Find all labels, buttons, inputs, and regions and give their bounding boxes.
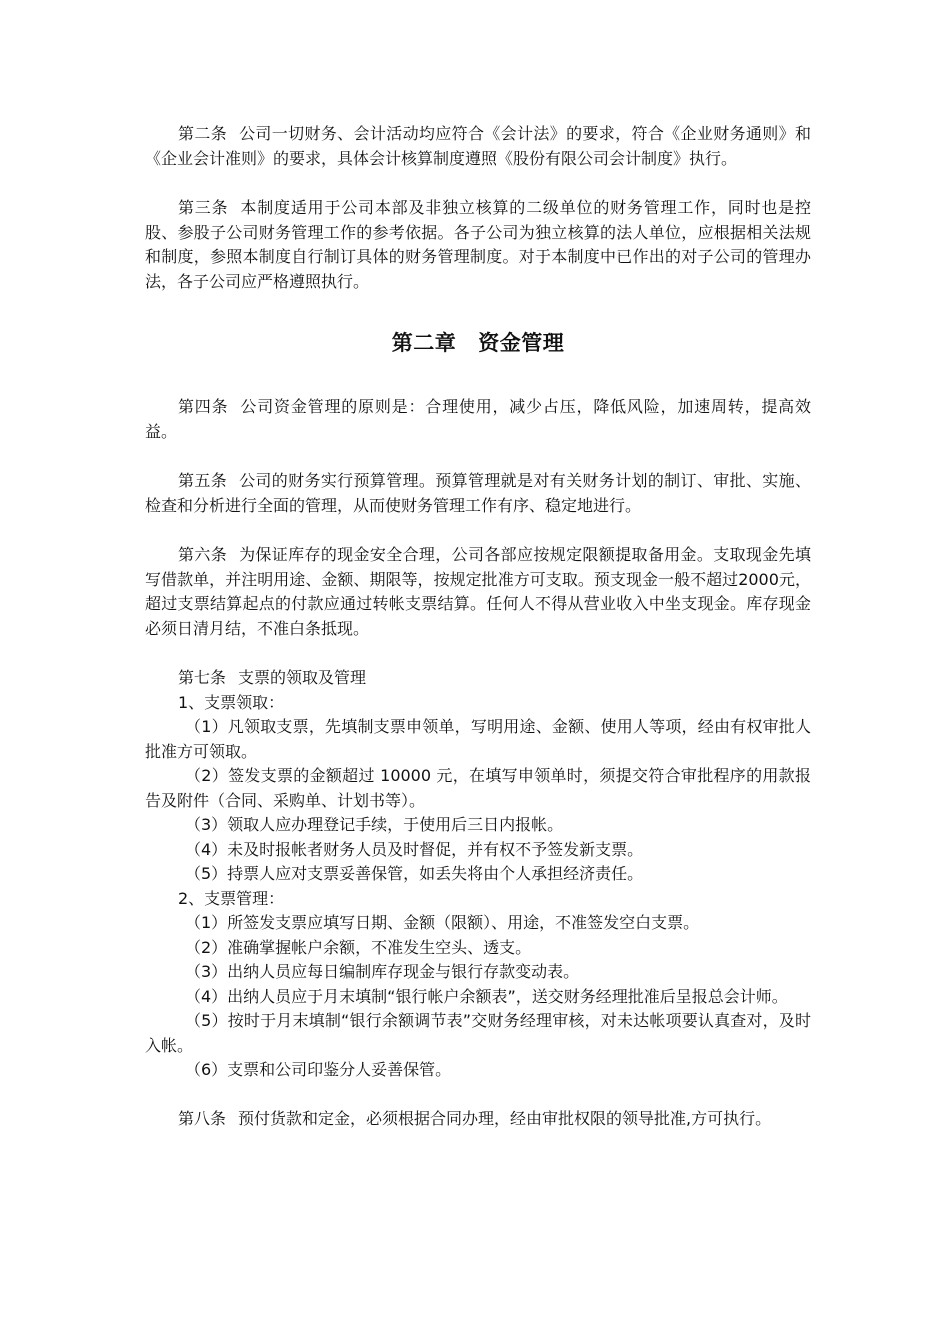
article-4-number: 第四条 xyxy=(178,397,229,416)
article-4 xyxy=(145,395,811,444)
article-6-number: 第六条 xyxy=(178,545,228,564)
article-3-number: 第三条 xyxy=(178,198,229,217)
list-item: （4）出纳人员应于月末填制“银行帐户余额表”，送交财务经理批准后呈报总会计师。 xyxy=(185,986,788,1006)
list-item: （1）凡领取支票，先填制支票申领单，写明用途、金额、使用人等项，经由有权审批人批准方可领取。 xyxy=(145,717,811,761)
chapter-heading xyxy=(145,328,811,358)
article-7-title: 支票的领取及管理 xyxy=(238,668,367,687)
article-5 xyxy=(145,469,811,518)
article-6-text: 为保证库存的现金安全合理，公司各部应按规定限额提取备用金。支取现金先填写借款单，并注明用途、金额、期限等，按规定批准方可支取。预支现金一般不超过2000元，超过支票结算起点的付款应通过转帐支票结算。任何人不得从营业收入中坐支现金。库存现金必须日清月结，不准白条抵现。 xyxy=(145,545,811,638)
list-item: （5）持票人应对支票妥善保管，如丢失将由个人承担经济责任。 xyxy=(185,864,644,883)
list-item: （2）签发支票的金额超过 10000 元，在填写申领单时，须提交符合审批程序的用款报告及附件（合同、采购单、计划书等）。 xyxy=(145,766,811,810)
article-7-number: 第七条 xyxy=(178,668,227,687)
document-page xyxy=(145,122,811,1131)
article-2-text: 公司一切财务、会计活动均应符合《会计法》的要求，符合《企业财务通则》和《企业会计准则》的要求，具体会计核算制度遵照《股份有限公司会计制度》执行。 xyxy=(145,124,811,168)
list-item: （2）准确掌握帐户余额，不准发生空头、透支。 xyxy=(185,937,532,957)
list-item: （4）未及时报帐者财务人员及时督促，并有权不予签发新支票。 xyxy=(185,839,644,859)
article-6 xyxy=(145,543,811,641)
article-8-text: 预付货款和定金，必须根据合同办理，经由审批权限的领导批准,方可执行。 xyxy=(238,1108,772,1128)
section-1-heading: 1、支票领取： xyxy=(178,692,285,712)
article-5-text: 公司的财务实行预算管理。预算管理就是对有关财务计划的制订、审批、实施、检查和分析进行全面的管理，从而使财务管理工作有序、稳定地进行。 xyxy=(145,471,811,515)
article-2-number: 第二条 xyxy=(178,124,228,143)
article-8-number: 第八条 xyxy=(178,1108,227,1128)
article-2 xyxy=(145,122,811,171)
section-2-heading: 2、支票管理： xyxy=(178,888,285,908)
list-item: （6）支票和公司印鉴分人妥善保管。 xyxy=(185,1060,452,1079)
chapter-title: 资金管理 xyxy=(478,331,565,355)
article-7-heading xyxy=(145,666,811,691)
article-3-text: 本制度适用于公司本部及非独立核算的二级单位的财务管理工作，同时也是控股、参股子公司财务管理工作的参考依据。各子公司为独立核算的法人单位，应根据相关法规和制度，参照本制度自行制订具体的财务管理制度。对于本制度中已作出的对子公司的管理办法，各子公司应严格遵照执行。 xyxy=(145,198,811,291)
article-8 xyxy=(145,1107,811,1132)
list-item: （1）所签发支票应填写日期、金额（限额）、用途，不准签发空白支票。 xyxy=(185,913,700,932)
chapter-number: 第二章 xyxy=(391,331,457,355)
list-item: （3）领取人应办理登记手续，于使用后三日内报帐。 xyxy=(185,815,564,834)
list-item: （3）出纳人员应每日编制库存现金与银行存款变动表。 xyxy=(185,962,580,981)
article-4-text: 公司资金管理的原则是：合理使用，减少占压，降低风险，加速周转，提高效益。 xyxy=(145,397,811,441)
list-item: （5）按时于月末填制“银行余额调节表”交财务经理审核，对未达帐项要认真查对，及时入帐。 xyxy=(145,1011,811,1055)
article-5-number: 第五条 xyxy=(178,471,228,490)
article-3 xyxy=(145,196,811,294)
